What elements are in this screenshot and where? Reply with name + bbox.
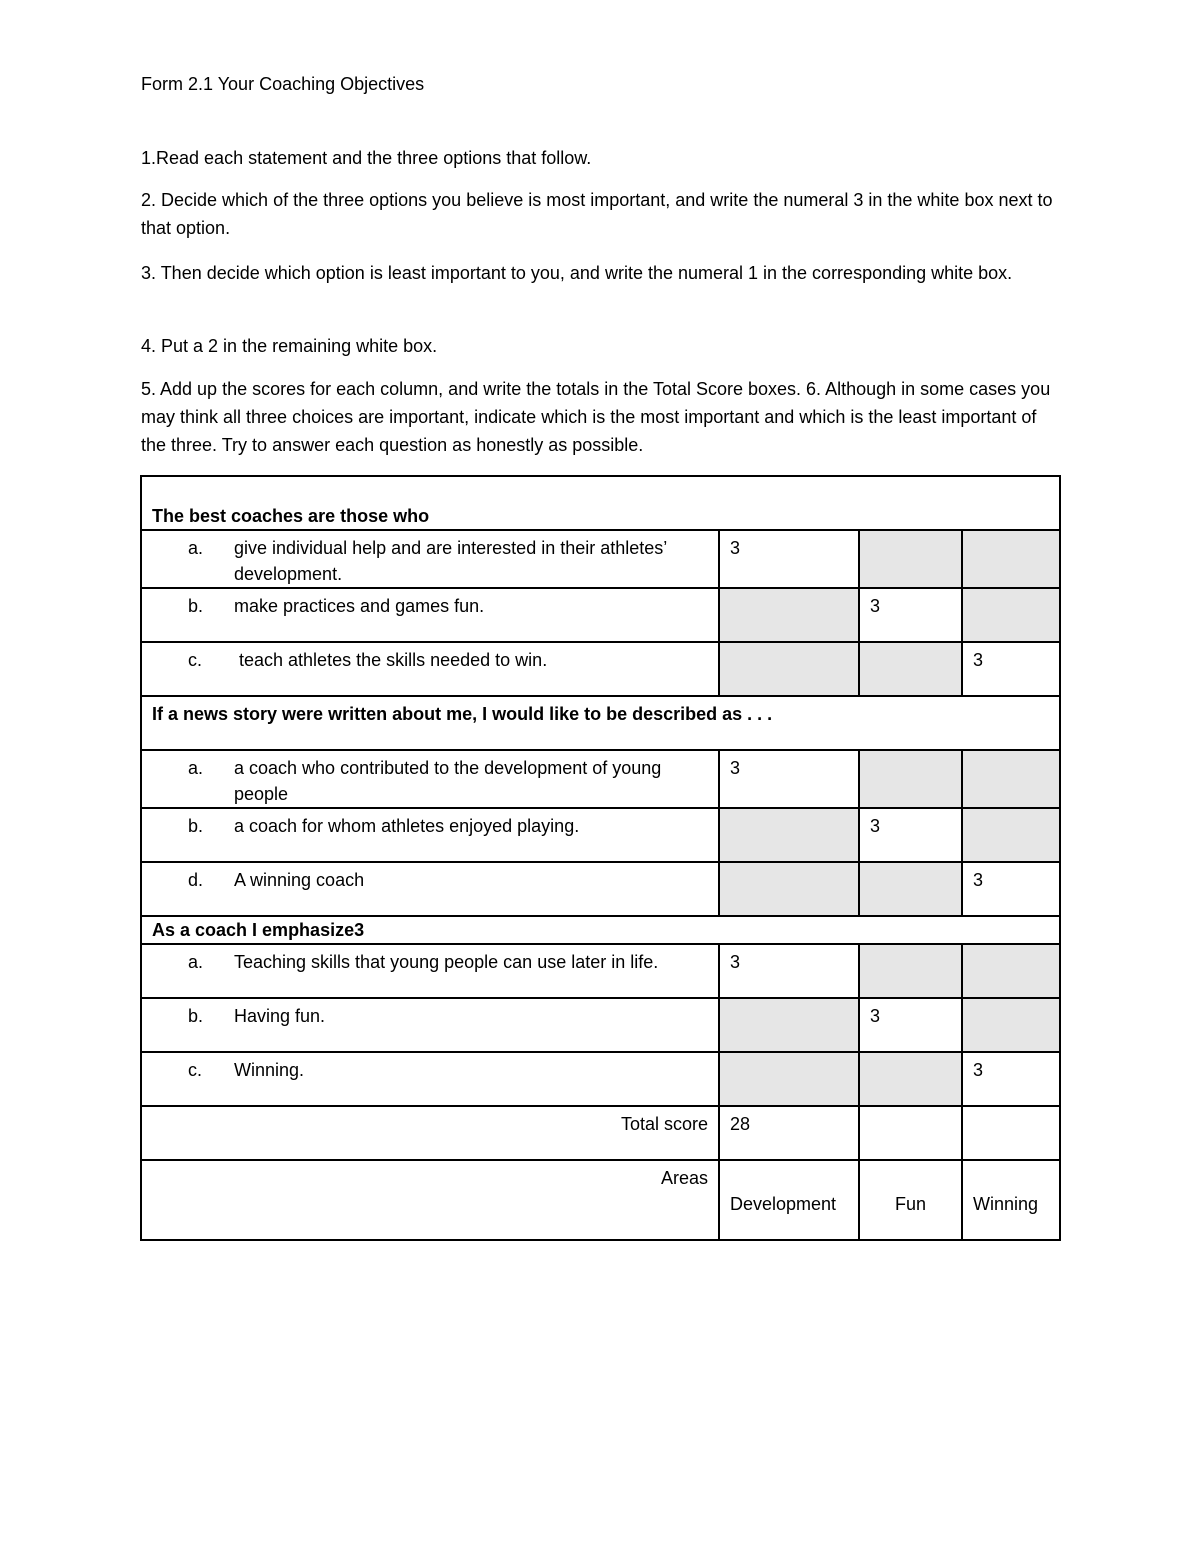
section-heading-row (141, 696, 1060, 750)
option-row (141, 808, 1060, 862)
fun-score-cell[interactable]: 3 (859, 588, 962, 642)
total-score-row (141, 1106, 1060, 1160)
option-text: make practices and games fun. (234, 596, 485, 616)
total-fun-cell[interactable] (859, 1106, 962, 1160)
winning-score-cell (962, 998, 1060, 1052)
objectives-table (140, 475, 1061, 1241)
winning-score-cell (962, 808, 1060, 862)
option-cell (141, 862, 719, 916)
option-letter: d. (188, 870, 204, 890)
winning-score-cell[interactable]: 3 (962, 1052, 1060, 1106)
winning-score-cell[interactable]: 3 (962, 642, 1060, 696)
total-development-cell[interactable]: 28 (719, 1106, 859, 1160)
area-development: Development (719, 1160, 859, 1240)
option-text: teach athletes the skills needed to win. (234, 650, 548, 670)
option-row (141, 862, 1060, 916)
option-text: a coach for whom athletes enjoyed playing. (234, 816, 580, 836)
areas-row (141, 1160, 1060, 1240)
area-fun: Fun (859, 1160, 962, 1240)
option-letter: a. (188, 952, 204, 972)
total-winning-cell[interactable] (962, 1106, 1060, 1160)
option-letter: b. (188, 816, 204, 836)
option-row (141, 750, 1060, 808)
area-winning: Winning (962, 1160, 1060, 1240)
winning-score-cell (962, 588, 1060, 642)
section-heading: As a coach I emphasize3 (141, 916, 1060, 944)
development-score-cell (719, 642, 859, 696)
option-letter: a. (188, 538, 204, 558)
option-text: Winning. (234, 1060, 305, 1080)
option-row (141, 944, 1060, 998)
fun-score-cell (859, 944, 962, 998)
option-row (141, 998, 1060, 1052)
option-row (141, 530, 1060, 588)
instruction-5: 5. Add up the scores for each column, and write the totals in the Total Score boxes. 6. Although in some cases you may think all three choices are important, indicate which is the most important and which is the least important of the three. Try to answer each question as honestly as possible. (141, 379, 1051, 455)
option-letter: a. (188, 758, 204, 778)
instruction-4: 4. Put a 2 in the remaining white box. (141, 336, 438, 356)
section-heading: The best coaches are those who (141, 476, 1060, 530)
development-score-cell[interactable]: 3 (719, 530, 859, 588)
fun-score-cell (859, 530, 962, 588)
option-text: give individual help and are interested in their athletes’ development. (234, 538, 667, 584)
option-cell (141, 944, 719, 998)
total-score-label: Total score (141, 1106, 719, 1160)
fun-score-cell (859, 750, 962, 808)
winning-score-cell[interactable]: 3 (962, 862, 1060, 916)
development-score-cell (719, 588, 859, 642)
fun-score-cell (859, 642, 962, 696)
option-row (141, 1052, 1060, 1106)
development-score-cell (719, 862, 859, 916)
instruction-1: 1.Read each statement and the three options that follow. (141, 148, 592, 168)
fun-score-cell (859, 1052, 962, 1106)
option-letter: b. (188, 1006, 204, 1026)
winning-score-cell (962, 750, 1060, 808)
development-score-cell[interactable]: 3 (719, 944, 859, 998)
development-score-cell[interactable]: 3 (719, 750, 859, 808)
instruction-2: 2. Decide which of the three options you believe is most important, and write the numeral 3 in the white box next to that option. (141, 190, 1053, 238)
option-cell (141, 998, 719, 1052)
winning-score-cell (962, 944, 1060, 998)
option-text: Having fun. (234, 1006, 326, 1026)
option-row (141, 642, 1060, 696)
option-cell (141, 642, 719, 696)
areas-label: Areas (141, 1160, 719, 1240)
option-row (141, 588, 1060, 642)
fun-score-cell[interactable]: 3 (859, 998, 962, 1052)
fun-score-cell (859, 862, 962, 916)
option-text: Teaching skills that young people can use later in life. (234, 952, 659, 972)
option-cell (141, 750, 719, 808)
section-heading-row (141, 916, 1060, 944)
option-text: a coach who contributed to the development of young people (234, 758, 662, 804)
option-cell (141, 1052, 719, 1106)
development-score-cell (719, 808, 859, 862)
development-score-cell (719, 998, 859, 1052)
option-text: A winning coach (234, 870, 365, 890)
winning-score-cell (962, 530, 1060, 588)
option-cell (141, 808, 719, 862)
section-heading-row (141, 476, 1060, 530)
instruction-3: 3. Then decide which option is least important to you, and write the numeral 1 in the corresponding white box. (141, 263, 1013, 283)
option-letter: c. (188, 1060, 203, 1080)
option-cell (141, 530, 719, 588)
form-title: Form 2.1 Your Coaching Objectives (141, 74, 425, 94)
fun-score-cell[interactable]: 3 (859, 808, 962, 862)
option-letter: b. (188, 596, 204, 616)
option-letter: c. (188, 650, 203, 670)
development-score-cell (719, 1052, 859, 1106)
section-heading: If a news story were written about me, I would like to be described as . . . (141, 696, 1060, 750)
option-cell (141, 588, 719, 642)
